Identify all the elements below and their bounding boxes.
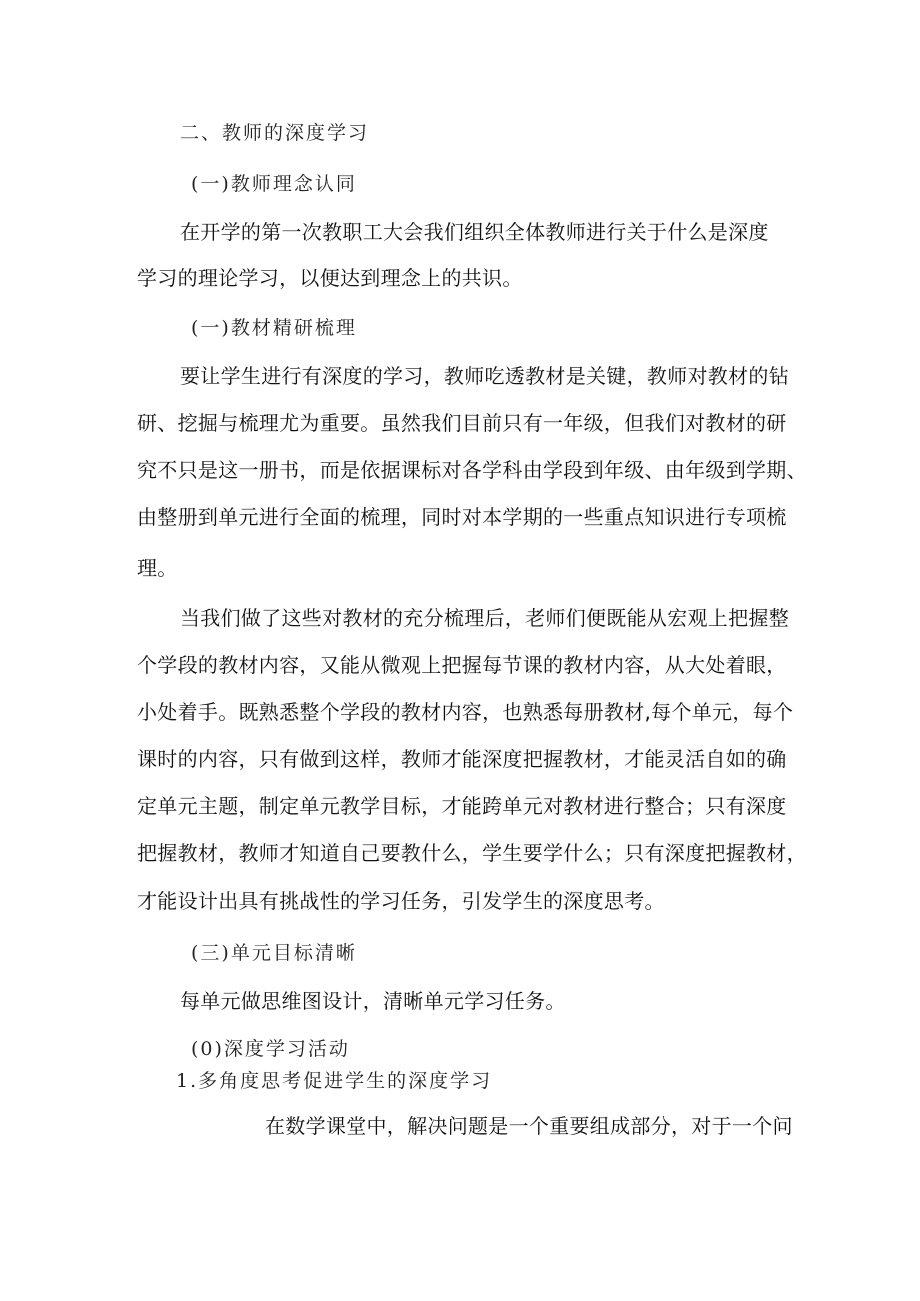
paragraph-line: 研、挖掘与梳理尤为重要。虽然我们目前只有一年级，但我们对教材的研	[137, 411, 787, 435]
paragraph-line: 由整册到单元进行全面的梳理，同时对本学期的一些重点知识进行专项梳	[137, 505, 787, 529]
paragraph-line: 课时的内容，只有做到这样，教师才能深度把握教材，才能灵活自如的确	[137, 747, 787, 771]
paragraph-line: 在开学的第一次教职工大会我们组织全体教师进行关于什么是深度	[180, 220, 769, 244]
paragraph-line: 理。	[137, 556, 178, 580]
paragraph-line: 究不只是这一册书，而是依据课标对各学科由学段到年级、由年级到学期、	[137, 458, 807, 482]
paragraph-line: 把握教材，教师才知道自己要教什么，学生要学什么；只有深度把握教材，	[137, 841, 807, 865]
paragraph-line: 在数学课堂中，解决问题是一个重要组成部分，对于一个问	[265, 1114, 793, 1138]
section-title: 二、教师的深度学习	[180, 122, 370, 144]
subsection-title-learning-activities: (0)深度学习活动	[191, 1038, 350, 1060]
paragraph-line: 才能设计出具有挑战性的学习任务，引发学生的深度思考。	[137, 889, 665, 913]
subsection-title-unit-goals: (三)单元目标清晰	[191, 942, 357, 964]
subsection-title-teacher-concept: (一)教师理念认同	[191, 173, 357, 195]
paragraph-line: 小处着手。既熟悉整个学段的教材内容，也熟悉每册教材,每个单元，每个	[137, 700, 794, 724]
list-item-title: 1.多角度思考促进学生的深度学习	[176, 1070, 493, 1092]
paragraph-line: 学习的理论学习，以便达到理念上的共识。	[137, 266, 523, 290]
subsection-title-textbook-study: (一)教材精研梳理	[191, 317, 357, 339]
paragraph-line: 定单元主题，制定单元教学目标，才能跨单元对教材进行整合；只有深度	[137, 794, 787, 818]
paragraph-line: 每单元做思维图设计，清晰单元学习任务。	[180, 989, 566, 1013]
paragraph-line: 当我们做了这些对教材的充分梳理后，老师们便既能从宏观上把握整	[180, 606, 789, 630]
paragraph-line: 个学段的教材内容，又能从微观上把握每节课的教材内容，从大处着眼，	[137, 653, 787, 677]
paragraph-line: 要让学生进行有深度的学习，教师吃透教材是关键，教师对教材的钻	[180, 364, 789, 388]
